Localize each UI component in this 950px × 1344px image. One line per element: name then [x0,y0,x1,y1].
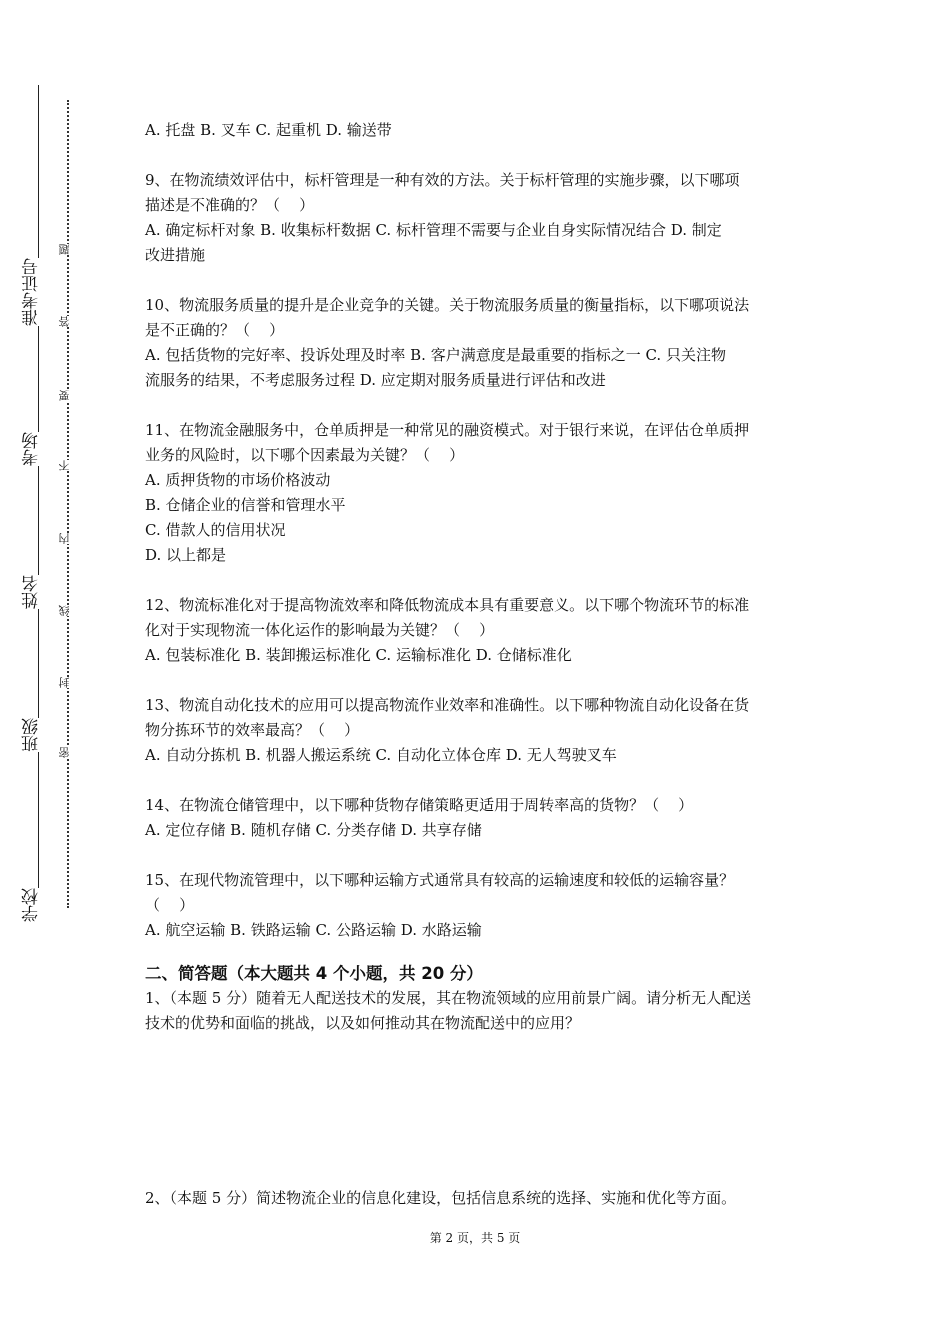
question-12 [145,593,815,668]
seal-char: 线 [59,605,75,616]
option-line: A. 确定标杆对象 B. 收集标杆数据 C. 标杆管理不需要与企业自身实际情况结合 D. 制定 [145,221,722,239]
question-text: 是不正确的？（ ） [145,321,285,339]
field-label-school: 学校 [24,888,52,922]
question-text: 9、在物流绩效评估中，标杆管理是一种有效的方法。关于标杆管理的实施步骤，以下哪项 [145,171,740,189]
page-number: 第 2 页，共 5 页 [429,1231,521,1245]
question-11 [145,418,815,568]
question-text: 1、（本题 5 分）随着无人配送技术的发展，其在物流领域的应用前景广阔。请分析无人配送 [145,989,752,1007]
seal-char: 内 [59,533,75,544]
seal-char: 封 [59,677,75,688]
short-answer-question-2 [145,1186,815,1211]
section-title-short-answer: 二、简答题（本大题共 4 个小题，共 20 分） [145,964,483,983]
question-text: 2、（本题 5 分）简述物流企业的信息化建设，包括信息系统的选择、实施和优化等方面。 [145,1189,737,1207]
answer-space[interactable] [145,1036,815,1186]
question-text: 技术的优势和面临的挑战，以及如何推动其在物流配送中的应用？ [145,1014,581,1032]
question-content [145,118,815,1211]
question-text: 化对于实现物流一体化运作的影响最为关键？（ ） [145,621,495,639]
question-10 [145,293,815,393]
seal-char: 要 [59,390,75,401]
question-text: 10、物流服务质量的提升是企业竞争的关键。关于物流服务质量的衡量指标，以下哪项说法 [145,296,750,314]
question-text: 12、物流标准化对于提高物流效率和降低物流成本具有重要意义。以下哪个物流环节的标准 [145,596,750,614]
option-line: A. 托盘 B. 叉车 C. 起重机 D. 输送带 [145,121,392,139]
question-text: 14、在物流仓储管理中，以下哪种货物存储策略更适用于周转率高的货物？（ ） [145,796,694,814]
question-text: 13、物流自动化技术的应用可以提高物流作业效率和准确性。以下哪种物流自动化设备在货 [145,696,750,714]
question-15 [145,868,815,943]
question-text: （ ） [145,896,195,914]
field-label-class: 班级 [24,718,52,752]
option-line: D. 以上都是 [145,546,227,564]
question-text: 描述是不准确的？（ ） [145,196,315,214]
binding-line [38,85,39,920]
seal-char: 题 [59,244,75,255]
question-text: 11、在物流金融服务中，仓单质押是一种常见的融资模式。对于银行来说，在评估仓单质押 [145,421,750,439]
option-line: 流服务的结果，不考虑服务过程 D. 应定期对服务质量进行评估和改进 [145,371,606,389]
question-text: 15、在现代物流管理中，以下哪种运输方式通常具有较高的运输速度和较低的运输容量？ [145,871,735,889]
seal-char: 密 [59,747,75,758]
option-line: A. 包括货物的完好率、投诉处理及时率 B. 客户满意度是最重要的指标之一 C. 只关注物 [145,346,726,364]
question-text: 物分拣环节的效率最高？（ ） [145,721,360,739]
option-line: 改进措施 [145,246,206,264]
field-label-name: 姓名 [24,575,52,609]
seal-dotted-line [67,100,69,908]
option-line: A. 自动分拣机 B. 机器人搬运系统 C. 自动化立体仓库 D. 无人驾驶叉车 [145,746,617,764]
option-line: A. 质押货物的市场价格波动 [145,471,331,489]
option-line: C. 借款人的信用状况 [145,521,286,539]
option-line: A. 定位存储 B. 随机存储 C. 分类存储 D. 共享存储 [145,821,482,839]
question-13 [145,693,815,768]
option-line: A. 航空运输 B. 铁路运输 C. 公路运输 D. 水路运输 [145,921,482,939]
question-14 [145,793,815,843]
question-9 [145,168,815,268]
field-label-exam-number: 准考证号 [24,258,52,326]
short-answer-question-1 [145,986,815,1036]
question-text: 业务的风险时，以下哪个因素最为关键？（ ） [145,446,465,464]
seal-char: 不 [59,460,75,471]
seal-char: 答 [59,316,75,327]
option-line: A. 包装标准化 B. 装卸搬运标准化 C. 运输标准化 D. 仓储标准化 [145,646,572,664]
question-8-options [145,118,815,143]
option-line: B. 仓储企业的信誉和管理水平 [145,496,346,514]
field-label-exam-room: 考场 [24,432,52,466]
